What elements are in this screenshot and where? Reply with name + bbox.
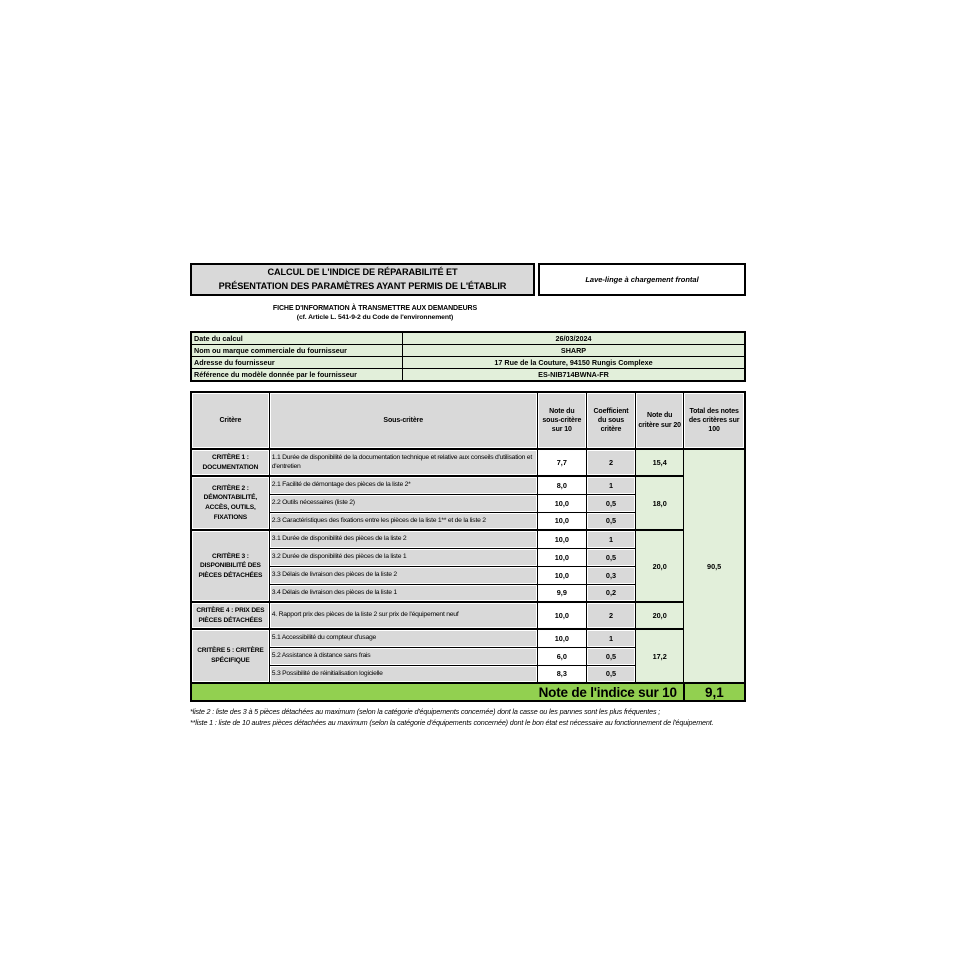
subcriterion-2-3-note: 10,0 (537, 512, 586, 530)
header-coefficient: Coefficient du sous critère (586, 392, 635, 449)
info-value-address: 17 Rue de la Couture, 94150 Rungis Complexe (403, 357, 746, 369)
info-label-date: Date du calcul (191, 332, 403, 345)
footnote-liste1: **liste 1 : liste de 10 autres pièces détachées au maximum (selon la catégorie d'équipements concernée) dont le bon état est nécessaire au fonctionnement de l'équipement. (190, 717, 714, 727)
info-row-date (191, 332, 745, 345)
subcriterion-3-3-note: 10,0 (537, 566, 586, 584)
criterion-2-name: CRITÈRE 2 : DÉMONTABILITÉ, ACCÈS, OUTILS, FIXATIONS (191, 476, 269, 530)
subcriterion-3-1-note: 10,0 (537, 530, 586, 548)
criterion-2-score: 18,0 (636, 476, 684, 530)
info-label-brand: Nom ou marque commerciale du fournisseur (191, 345, 403, 357)
subcriterion-2-2-label: 2.2 Outils nécessaires (liste 2) (269, 494, 537, 512)
criterion-5-score: 17,2 (636, 629, 684, 683)
subcriterion-3-1-coef: 1 (586, 530, 635, 548)
header-critere: Critère (191, 392, 269, 449)
subcriterion-3-2-label: 3.2 Durée de disponibilité des pièces de la liste 1 (269, 548, 537, 566)
subcriterion-1-1-note: 7,7 (537, 449, 586, 476)
subcriterion-5-1-note: 10,0 (537, 629, 586, 647)
header-sous-critere: Sous-critère (269, 392, 537, 449)
subcriterion-3-2-coef: 0,5 (586, 548, 635, 566)
info-row-model (191, 369, 745, 382)
subcriterion-3-4-coef: 0,2 (586, 584, 635, 602)
info-label-address: Adresse du fournisseur (191, 357, 403, 369)
subcriterion-1-1-label: 1.1 Durée de disponibilité de la documentation technique et relative aux conseils d'utilisation et d'entretien (269, 449, 537, 476)
total-score-cell: 90,5 (684, 449, 745, 683)
final-index-row (191, 683, 745, 701)
info-value-date: 26/03/2024 (403, 332, 746, 345)
subcriterion-2-2-note: 10,0 (537, 494, 586, 512)
subcriterion-2-2-coef: 0,5 (586, 494, 635, 512)
info-value-model: ES-NIB714BWNA-FR (403, 369, 746, 382)
header-note-sous-critere: Note du sous-critère sur 10 (537, 392, 586, 449)
product-category-label: Lave-linge à chargement frontal (585, 275, 699, 284)
criterion-4-name: CRITÈRE 4 : PRIX DES PIÈCES DÉTACHÉES (191, 602, 269, 629)
subcriterion-2-1-label: 2.1 Facilité de démontage des pièces de la liste 2* (269, 476, 537, 494)
product-category-box (538, 263, 746, 296)
subcriterion-3-3-label: 3.3 Délais de livraison des pièces de la liste 2 (269, 566, 537, 584)
subcriterion-4-note: 10,0 (537, 602, 586, 629)
subcriterion-2-1-note: 8,0 (537, 476, 586, 494)
repairability-sheet (190, 263, 746, 729)
subcriterion-5-2-coef: 0,5 (586, 647, 635, 665)
info-value-brand: SHARP (403, 345, 746, 357)
subtitle-line1: FICHE D'INFORMATION À TRANSMETTRE AUX DEMANDEURS (272, 305, 478, 312)
supplier-info-table (190, 331, 746, 382)
subcriterion-2-1-coef: 1 (586, 476, 635, 494)
subcriterion-5-3-note: 8,3 (537, 665, 586, 683)
header-note-critere: Note du critère sur 20 (636, 392, 684, 449)
subcriterion-5-3-coef: 0,5 (586, 665, 635, 683)
subcriterion-3-1-label: 3.1 Durée de disponibilité des pièces de la liste 2 (269, 530, 537, 548)
final-index-label: Note de l'indice sur 10 (191, 683, 684, 701)
subcriterion-5-2-note: 6,0 (537, 647, 586, 665)
subtitle-line2: (cf. Article L. 541-9-2 du Code de l'environnement) (296, 314, 454, 321)
header-total: Total des notes des critères sur 100 (684, 392, 745, 449)
row-3-1 (191, 530, 745, 548)
criterion-1-name: CRITÈRE 1 : DOCUMENTATION (191, 449, 269, 476)
subcriterion-3-3-coef: 0,3 (586, 566, 635, 584)
subcriterion-3-4-label: 3.4 Délais de livraison des pièces de la liste 1 (269, 584, 537, 602)
criterion-4-score: 20,0 (636, 602, 684, 629)
subcriterion-1-1-coef: 2 (586, 449, 635, 476)
subcriterion-4-coef: 2 (586, 602, 635, 629)
row-4 (191, 602, 745, 629)
subcriterion-5-2-label: 5.2 Assistance à distance sans frais (269, 647, 537, 665)
document-header (190, 263, 746, 296)
final-index-value: 9,1 (684, 683, 745, 701)
criterion-3-score: 20,0 (636, 530, 684, 602)
footnotes (190, 707, 746, 729)
criterion-5-name: CRITÈRE 5 : CRITÈRE SPÉCIFIQUE (191, 629, 269, 683)
criteria-table (190, 391, 746, 702)
info-row-address (191, 357, 745, 369)
subcriterion-5-3-label: 5.3 Possibilité de réinitialisation logicielle (269, 665, 537, 683)
info-sheet-subtitle (190, 305, 560, 321)
subcriterion-5-1-coef: 1 (586, 629, 635, 647)
document-title-box (190, 263, 535, 296)
subcriterion-2-3-label: 2.3 Caractéristiques des fixations entre les pièces de la liste 1** et de la liste 2 (269, 512, 537, 530)
row-1-1 (191, 449, 745, 476)
subcriterion-3-2-note: 10,0 (537, 548, 586, 566)
subcriterion-5-1-label: 5.1 Accessibilité du compteur d'usage (269, 629, 537, 647)
info-label-model: Référence du modèle donnée par le fournisseur (191, 369, 403, 382)
subcriterion-4-label: 4. Rapport prix des pièces de la liste 2 sur prix de l'équipement neuf (269, 602, 537, 629)
subcriterion-3-4-note: 9,9 (537, 584, 586, 602)
footnote-liste2: *liste 2 : liste des 3 à 5 pièces détachées au maximum (selon la catégorie d'équipements concernée) dont la casse ou les pannes sont les plus fréquentes ; (190, 707, 661, 716)
row-2-1 (191, 476, 745, 494)
criterion-3-name: CRITÈRE 3 : DISPONIBILITÉ DES PIÈCES DÉTACHÉES (191, 530, 269, 602)
info-row-brand (191, 345, 745, 357)
document-title-line2: PRÉSENTATION DES PARAMÈTRES AYANT PERMIS DE L'ÉTABLIR (218, 280, 507, 291)
criteria-header-row (191, 392, 745, 449)
subcriterion-2-3-coef: 0,5 (586, 512, 635, 530)
document-title-line1: CALCUL DE L'INDICE DE RÉPARABILITÉ ET (267, 267, 458, 278)
criterion-1-score: 15,4 (636, 449, 684, 476)
row-5-1 (191, 629, 745, 647)
